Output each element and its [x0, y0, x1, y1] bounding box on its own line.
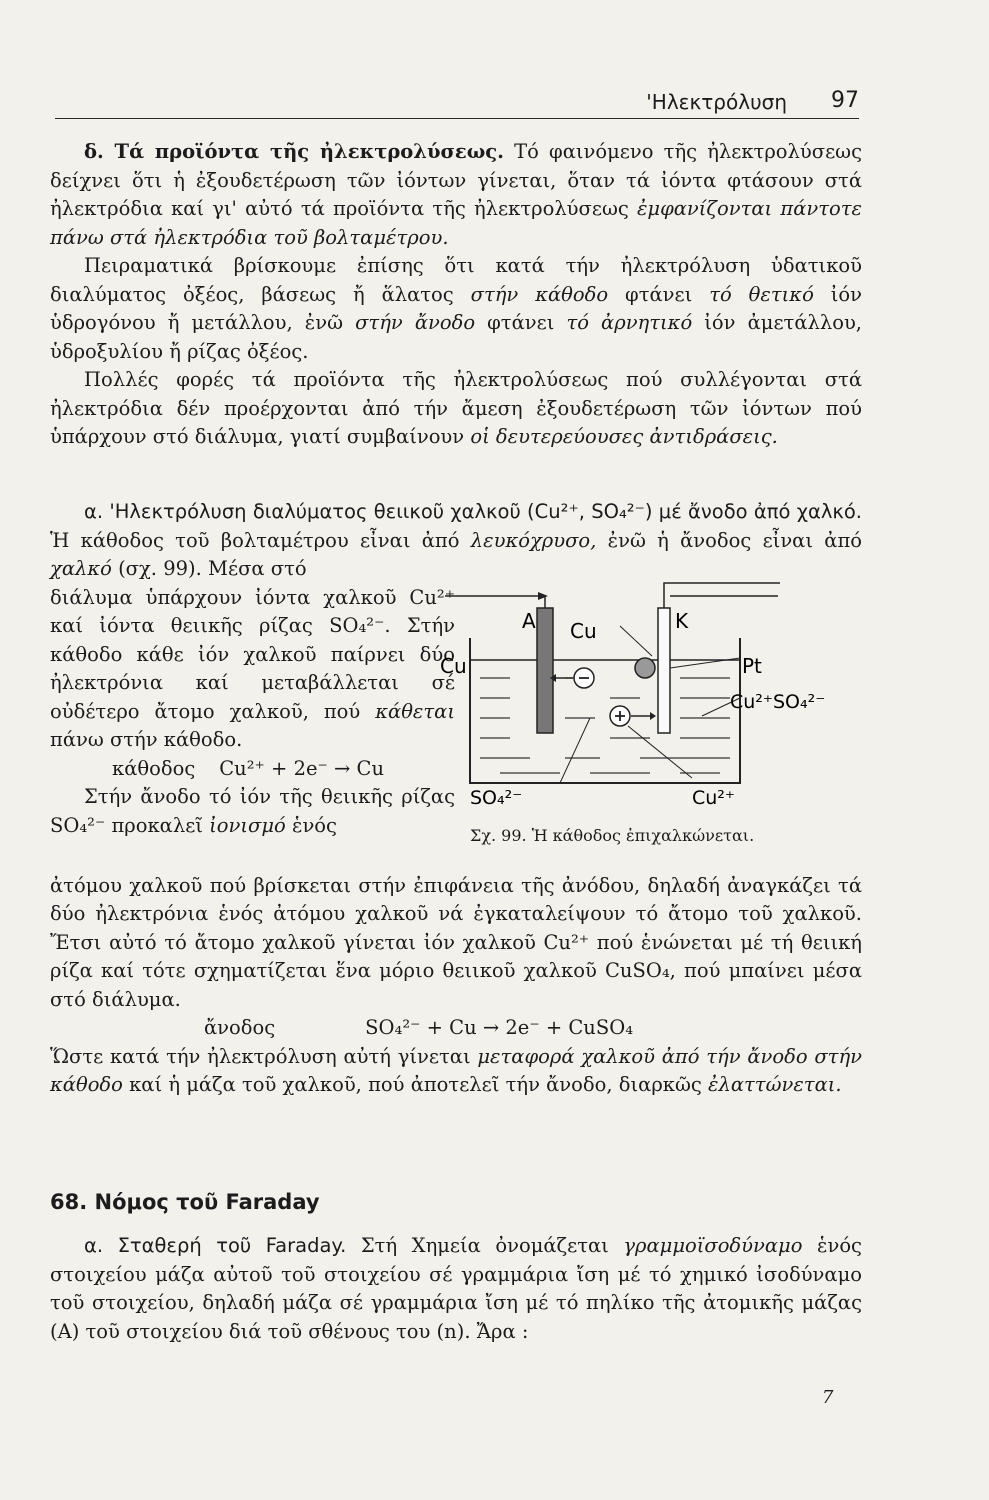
equation: SO₄²⁻ + Cu → 2e⁻ + CuSO₄ [365, 1016, 634, 1039]
platinum-cathode [658, 608, 670, 733]
paragraph-text: ἑνός [285, 813, 337, 837]
emphasis-text: μεταφορά χαλκοῦ ἀπό τήν ἄνοδο στήν κάθοδο [50, 1044, 863, 1096]
page-number: 97 [831, 88, 859, 113]
figure-voltameter [440, 568, 860, 818]
emphasis-text: λευκόχρυσο, [470, 528, 597, 552]
section-a-continued [50, 815, 862, 1100]
narrow-column [50, 584, 455, 841]
paragraph-text: Τό φαινόμενο τῆς ἠλεκτρολύσεως δείχνει ὅτι ἡ ἐξουδετέρωση τῶν ἰόντων γίνεται, ὅταν τά ἰόντα φτάσουν στά ἠλεκτρόδια καί γι' αὐτό τά προϊόντα τῆς ἠλεκτρολύσεως [50, 140, 862, 220]
paragraph-conclusion [50, 1043, 862, 1100]
paragraph-secondary [50, 366, 862, 452]
paragraph-text: φτάνει [608, 282, 710, 306]
emphasis-text: στήν ἄνοδο [355, 311, 476, 334]
deposited-copper-atom [635, 658, 655, 678]
paragraph-text: ἑνός στοιχείου μάζα αὐτοῦ τοῦ στοιχείου σέ γραμμάρια ἴση μέ τό χημικό ἰσοδύναμο τοῦ στοιχείου, δηλαδή μάζα σέ γραμμάρια ἴση μέ τό πηλίκο τῆς ἀτομικῆς μάζας (A) τοῦ στοιχείου διά τοῦ σθένους του (n). Ἄρα : [50, 1234, 862, 1343]
equation-label: κάθοδος [112, 756, 196, 780]
arrow-right-icon [650, 712, 656, 720]
emphasis-text: ἐλαττώνεται. [708, 1073, 842, 1096]
paragraph-products [50, 138, 862, 252]
emphasis-text: γραμμοϊσοδύναμο [623, 1234, 803, 1257]
anode-equation [50, 1014, 862, 1043]
label-a: A [522, 609, 536, 633]
label-k: K [675, 609, 689, 633]
paragraph-text: πάνω στήν κάθοδο. [50, 728, 243, 751]
paragraph-text: (σχ. 99). Μέσα στό [111, 557, 307, 580]
figure-caption: Σχ. 99. Ἡ κάθοδος ἐπιχαλκώνεται. [470, 826, 755, 845]
faraday-lead: α. Σταθερή τοῦ Faraday. [84, 1234, 347, 1257]
paragraph-text: ἰόν ὑδρογόνου ἤ μετάλλου, ἐνῶ [50, 282, 862, 334]
paragraph-text: διάλυμα ὑπάρχουν ἰόντα χαλκοῦ Cu²⁺ καί ἰόντα θειικῆς ρίζας SO₄²⁻. Στήν κάθοδο κάθε ἰόν χαλκοῦ παίρνει δύο ἠλεκτρόνια καί μεταβάλλεται σέ οὐδέτερο ἄτομο χαλκοῦ, πού [50, 585, 455, 723]
emphasis-text: οἱ δευτερεύουσες ἀντιδράσεις. [470, 425, 778, 448]
section-d [50, 138, 862, 452]
emphasis-text: τό θετικό [709, 282, 814, 306]
emphasis-text: χαλκό [50, 557, 112, 580]
label-cu-left: Cu [440, 654, 467, 678]
leader-line [620, 626, 652, 656]
paragraph-experiment [50, 252, 862, 366]
paragraph-spacer [50, 815, 455, 844]
paragraph-text: Στήν ἄνοδο τό ἰόν τῆς θειικῆς ρίζας SO₄²⁻ προκαλεῖ [50, 785, 455, 837]
label-ions: Cu²⁺SO₄²⁻ [730, 691, 826, 713]
equation-label: ἄνοδος [204, 1016, 276, 1039]
section-68 [50, 1232, 862, 1346]
leader-line [560, 718, 590, 783]
paragraph-text: ἀτόμου χαλκοῦ πού βρίσκεται στήν ἐπιφάνεια τῆς ἀνόδου, δηλαδή ἀναγκάζει τά δύο ἠλεκτρόνια ἑνός ἀτόμου χαλκοῦ νά ἐγκαταλείψουν τό ἄτομο τοῦ χαλκοῦ. Ἔτσι αὐτό τό ἄτομο χαλκοῦ γίνεται ἰόν χαλκοῦ Cu²⁺ πού ἑνώνεται μέ τή θειική ρίζα καί τότε σχηματίζεται ἕνα μόριο θειικοῦ χαλκοῦ CuSO₄, πού μπαίνει μέσα στό διάλυμα. [50, 873, 862, 1011]
paragraph-cathode [50, 584, 455, 755]
paragraph-text: Πολλές φορές τά προϊόντα τῆς ἠλεκτρολύσεως πού συλλέγονται στά ἠλεκτρόδια δέν προέρχονται ἀπό τήν ἄμεση ἐξουδετέρωση τῶν ἰόντων πού ὑπάρχουν στό διάλυμα, γιατί συμβαίνουν [50, 368, 862, 448]
paragraph-ionization [50, 872, 862, 1015]
emphasis-text: ἰονισμό [209, 813, 286, 837]
section-68-heading: 68. Νόμος τοῦ Faraday [50, 1190, 320, 1214]
anode-wire [445, 596, 545, 608]
paragraph-text: ἰόν ἀμετάλλου, ὑδροξυλίου ἤ ρίζας ὀξέος. [50, 311, 863, 363]
section-a-heading: α. 'Ηλεκτρόλυση διαλύματος θειικοῦ χαλκοῦ (Cu²⁺, SO₄²⁻) μέ ἄνοδο ἀπό χαλκό. [84, 500, 862, 523]
label-copper-ion: Cu²⁺ [692, 787, 735, 809]
current-arrow-icon [538, 592, 548, 600]
paragraph-faraday-constant [50, 1232, 862, 1346]
leader-line [628, 726, 692, 778]
paragraph-text: Πειραματικά βρίσκουμε ἐπίσης ὅτι κατά τήν ἠλεκτρόλυση ὑδατικοῦ διαλύματος ὀξέος, βάσεως ἤ ἅλατος [50, 254, 862, 306]
label-cu-top: Cu [570, 619, 597, 643]
liquid-hatching [480, 678, 730, 773]
equation: Cu²⁺ + 2e⁻ → Cu [219, 756, 385, 780]
emphasis-text: κάθεται [375, 699, 455, 723]
paragraph-text: Ὥστε κατά τήν ἠλεκτρόλυση αὐτή γίνεται [50, 1044, 478, 1068]
paragraph-text: Στή Χημεία ὀνομάζεται [346, 1234, 624, 1257]
label-sulfate: SO₄²⁻ [470, 787, 523, 809]
paragraph-text: Ἡ κάθοδος τοῦ βολταμέτρου εἶναι ἀπό [50, 528, 471, 552]
signature-mark: 7 [822, 1387, 834, 1408]
cathode-equation [50, 755, 455, 784]
paragraph-text: φτάνει [475, 311, 567, 334]
section-d-heading: δ. Τά προϊόντα τῆς ἠλεκτρολύσεως. [84, 140, 504, 163]
paragraph-text: ἐνῶ ἡ ἄνοδος εἶναι ἀπό [596, 528, 863, 552]
paragraph-text: καί ἡ μάζα τοῦ χαλκοῦ, πού ἀποτελεῖ τήν ἄνοδο, διαρκῶς [122, 1073, 708, 1096]
emphasis-text: στήν κάθοδο [470, 282, 609, 306]
header-title: 'Ηλεκτρόλυση [646, 90, 787, 114]
copper-anode [537, 608, 553, 733]
label-pt: Pt [742, 654, 762, 678]
voltameter-diagram [440, 568, 860, 818]
emphasis-text: ἐμφανίζονται πάντοτε πάνω στά ἠλεκτρόδια τοῦ βολταμέτρου. [50, 197, 863, 249]
emphasis-text: τό ἀρνητικό [566, 311, 693, 334]
running-header [55, 88, 859, 119]
